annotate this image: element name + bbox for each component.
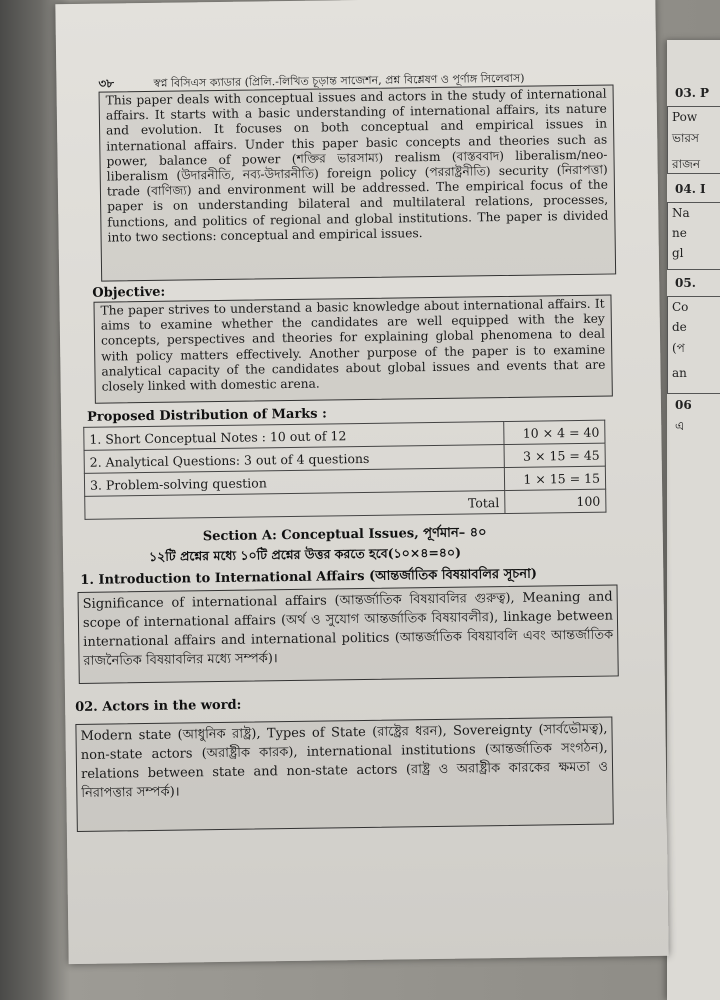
row-label: 3. Problem-solving question — [84, 468, 504, 497]
page-number: ৩৮ — [98, 76, 115, 91]
adjacent-heading-03: 03. P — [675, 86, 710, 100]
adjacent-text: এ — [675, 419, 685, 433]
adjacent-box-03 — [667, 106, 720, 174]
adjacent-heading-04: 04. I — [675, 182, 706, 196]
adjacent-heading-06: 06 — [675, 398, 692, 412]
intro-text: This paper deals with conceptual issues and actors in the study of international affairs. It starts with a basic understanding of international affairs, its nature and evolution. It focuses on both conceptual and empirical issues in international affairs. Under this paper basic concepts and theories such as power, balance of power (শক্তির ভারসাম্য) realism (বাস্তববাদ) liberalism/neo-liberalism (উদারনীতি, নব্য-উদারনীতি) foreign policy (পররাষ্ট্রনীতি) security (নিরাপত্তা) trade (বাণিজ্য) and environment will be addressed. The empirical focus of the paper is on understanding bilateral and multilateral relations, processes, functions, and politics of regional and global institutions. The paper is divided into two sections: conceptual and empirical issues. — [105, 86, 609, 245]
topic2-box — [75, 717, 613, 832]
adjacent-box-04 — [667, 202, 720, 270]
total-label: Total — [85, 491, 505, 520]
objective-heading: Objective: — [92, 284, 166, 301]
distribution-heading: Proposed Distribution of Marks : — [86, 406, 328, 425]
adjacent-text: Co — [672, 300, 689, 314]
row-marks: 10 × 4 = 40 — [504, 420, 605, 444]
adjacent-text: Pow — [672, 110, 698, 124]
row-label: 1. Short Conceptual Notes : 10 out of 12 — [84, 422, 504, 451]
row-marks: 3 × 15 = 45 — [504, 443, 605, 467]
topic1-heading: 1. Introduction to International Affairs (আন্তর্জাতিক বিষয়াবলির সূচনা) — [80, 566, 538, 588]
adjacent-text: ভারস — [672, 131, 699, 145]
adjacent-box-05 — [667, 296, 720, 394]
adjacent-text: ne — [672, 226, 687, 240]
total-value: 100 — [505, 489, 606, 513]
adjacent-text: রাজন — [672, 157, 700, 171]
objective-text: The paper strives to understand a basic knowledge about international affairs. It aims to examine whether the candidates are well equipped with the key concepts, perspectives and theories for explaining global phenomena to deal with policy matters effectively. Another purpose of the paper is to examine analytical capacity of the candidates about global issues and events that are closely linked with domestic arena. — [100, 296, 606, 394]
adjacent-text: de — [672, 320, 687, 334]
adjacent-heading-05: 05. — [675, 276, 696, 290]
book-page — [55, 0, 668, 964]
section-a-title: Section A: Conceptual Issues, পূর্ণমান– ৪০ — [202, 525, 487, 545]
topic1-box — [78, 584, 619, 684]
adjacent-text: Na — [672, 206, 690, 220]
marks-table — [83, 420, 606, 520]
topic2-text: Modern state (আধুনিক রাষ্ট্র), Types of State (রাষ্ট্রের ধরন), Sovereignty (সার্বভৌমত্ব), non-state actors (অরাষ্ট্রীক কারক), international institutions (আন্তর্জাতিক সংগঠন), relations between state and non-state actors (রাষ্ট্র ও অরাষ্ট্রীক কারকের ক্ষমতা ও নিরাপত্তার সম্পর্ক)। — [80, 721, 609, 801]
adjacent-text: gl — [672, 246, 684, 260]
row-label: 2. Analytical Questions: 3 out of 4 questions — [84, 445, 504, 474]
adjacent-page — [667, 40, 720, 1000]
intro-box — [99, 84, 617, 281]
objective-box — [93, 294, 612, 403]
adjacent-text: an — [672, 366, 687, 380]
adjacent-text: (প — [672, 341, 685, 355]
topic1-text: Significance of international affairs (আন্তর্জাতিক বিষয়াবলির গুরুত্ব), Meaning and scope of international affairs (অর্থ ও সুযোগ আন্তর্জাতিক বিষয়াবলীর), linkage between international affairs and international politics (আন্তর্জাতিক বিষয়াবলি এবং আন্তর্জাতিক রাজনৈতিক বিষয়াবলির মধ্যে সম্পর্ক)। — [82, 589, 614, 669]
section-a-instruction: ১২টি প্রশ্নের মধ্যে ১০টি প্রশ্নের উত্তর করতে হবে(১০×৪=৪০) — [148, 544, 462, 564]
topic2-heading: 02. Actors in the word: — [75, 697, 242, 716]
row-marks: 1 × 15 = 15 — [504, 466, 605, 490]
running-title: স্বপ্ন বিসিএস ক্যাডার (প্রিলি.-লিখিত চূড়ান্ত সাজেশন, প্রশ্ন বিশ্লেষণ ও পূর্ণাঙ্গ সিলেবাস) — [153, 71, 525, 90]
